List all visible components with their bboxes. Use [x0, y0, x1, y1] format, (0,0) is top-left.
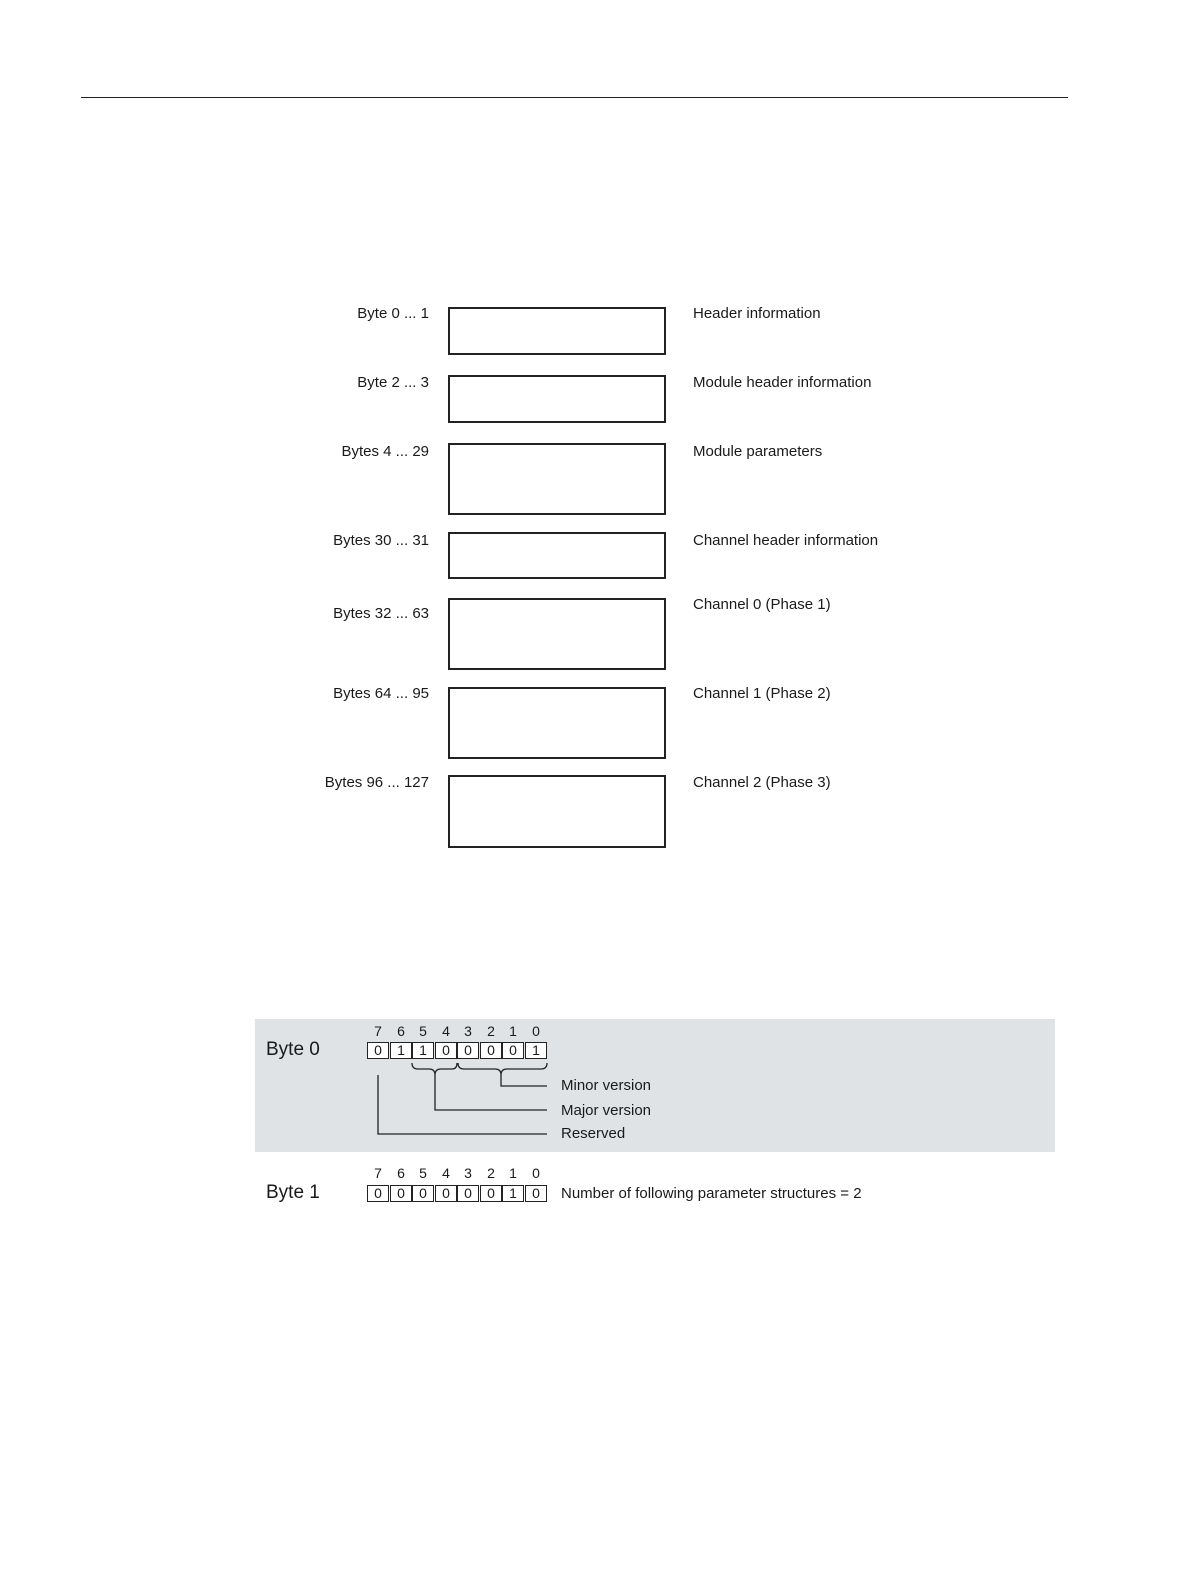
byte1-bit-cell: 0 — [390, 1185, 412, 1202]
byte0-bit-cell: 1 — [412, 1042, 434, 1059]
bit-number: 7 — [374, 1165, 382, 1181]
byte-range-label: Bytes 96 ... 127 — [324, 774, 429, 791]
byte0-label: Byte 0 — [266, 1039, 320, 1060]
bit-number: 7 — [374, 1023, 382, 1039]
bit-number: 5 — [419, 1165, 427, 1181]
bit-number: 3 — [464, 1023, 472, 1039]
bit-number: 4 — [442, 1165, 450, 1181]
bit-number: 3 — [464, 1165, 472, 1181]
major-version-label: Major version — [561, 1102, 652, 1119]
minor-version-label: Minor version — [561, 1077, 652, 1094]
minor-version-brace — [458, 1063, 547, 1075]
major-version-brace — [412, 1063, 457, 1075]
bit-number: 5 — [419, 1023, 427, 1039]
byte1-bit-cell: 0 — [412, 1185, 434, 1202]
block-description: Channel header information — [693, 532, 879, 549]
byte1-bit-cell: 0 — [480, 1185, 502, 1202]
minor-version-leader-line — [501, 1075, 547, 1086]
bit-number: 6 — [397, 1165, 405, 1181]
byte0-bit-cell: 0 — [435, 1042, 457, 1059]
byte0-bit-cell: 1 — [525, 1042, 547, 1059]
byte-range-label: Byte 2 ... 3 — [357, 374, 429, 391]
bit-number: 2 — [487, 1165, 495, 1181]
reserved-label: Reserved — [561, 1125, 626, 1142]
reserved-leader-line — [378, 1075, 547, 1134]
byte-range-label: Bytes 32 ... 63 — [333, 605, 429, 622]
byte1-label: Byte 1 — [266, 1182, 320, 1203]
byte-range-label: Bytes 30 ... 31 — [333, 532, 429, 549]
block-description: Channel 0 (Phase 1) — [693, 596, 831, 613]
bit-number: 6 — [397, 1023, 405, 1039]
block-description: Channel 1 (Phase 2) — [693, 685, 831, 702]
block-description: Channel 2 (Phase 3) — [693, 774, 831, 791]
byte-range-label: Bytes 64 ... 95 — [333, 685, 429, 702]
bit-number: 4 — [442, 1023, 450, 1039]
byte1-bit-cell: 0 — [457, 1185, 479, 1202]
block-description: Module header information — [693, 374, 872, 391]
bit-number: 0 — [532, 1165, 540, 1181]
bit-number: 0 — [532, 1023, 540, 1039]
block-description: Header information — [693, 305, 821, 322]
byte1-bit-cell: 0 — [525, 1185, 547, 1202]
bit-number: 1 — [509, 1165, 517, 1181]
bit-number: 2 — [487, 1023, 495, 1039]
byte1-bit-cell: 0 — [367, 1185, 389, 1202]
byte0-bit-cell: 1 — [390, 1042, 412, 1059]
byte0-bit-cell: 0 — [457, 1042, 479, 1059]
major-version-leader-line — [435, 1075, 547, 1110]
byte-range-label: Byte 0 ... 1 — [357, 305, 429, 322]
byte0-bit-cell: 0 — [502, 1042, 524, 1059]
byte1-bit-cell: 0 — [435, 1185, 457, 1202]
block-description: Module parameters — [693, 443, 823, 460]
byte1-bit-cell: 1 — [502, 1185, 524, 1202]
byte0-bit-cell: 0 — [480, 1042, 502, 1059]
byte-range-label: Bytes 4 ... 29 — [341, 443, 429, 460]
byte1-annotation: Number of following parameter structures = 2 — [561, 1185, 862, 1202]
bit-number: 1 — [509, 1023, 517, 1039]
byte0-bit-cell: 0 — [367, 1042, 389, 1059]
